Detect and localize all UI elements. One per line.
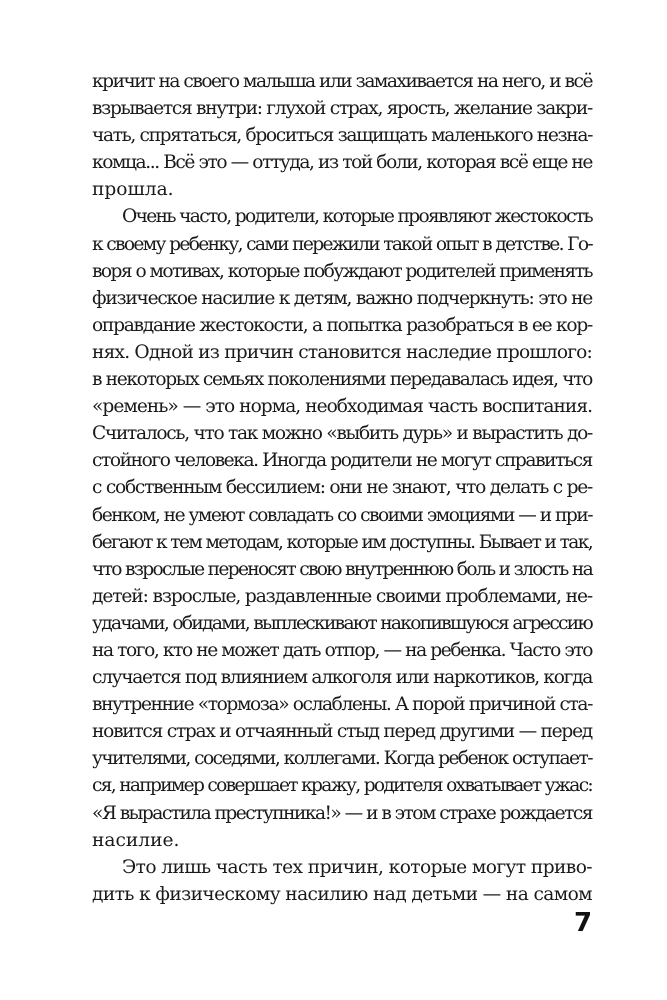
text-line: «Я вырастила преступника!» — и в этом страхе рождается xyxy=(92,802,592,824)
paragraph-1 xyxy=(92,68,592,203)
text-line: к своему ребенку, сами пережили такой опыт в детстве. Го- xyxy=(92,233,592,255)
text-line: удачами, обидами, выплескивают накопившуюся агрессию xyxy=(92,612,593,634)
text-line: насилие. xyxy=(92,829,180,851)
text-line: Очень часто, родители, которые проявляют жестокость xyxy=(122,206,592,228)
text-line: с собственным бессилием: они не знают, что делать с ре- xyxy=(92,477,593,499)
paragraph-2 xyxy=(92,203,592,853)
text-line: стойного человека. Иногда родители не могут справиться xyxy=(92,450,592,472)
text-line: нях. Одной из причин становится наследие прошлого: xyxy=(92,341,593,363)
text-line: учителями, соседями, коллегами. Когда ребенок оступает- xyxy=(92,748,592,770)
text-line: новится страх и отчаянный стыд перед другими — перед xyxy=(92,721,592,743)
page-body xyxy=(92,68,592,908)
text-line: воря о мотивах, которые побуждают родителей применять xyxy=(92,260,592,282)
text-line: оправдание жестокости, а попытка разобраться в ее кор- xyxy=(92,314,592,336)
text-line: чать, спрятаться, броситься защищать маленького незна- xyxy=(92,125,593,147)
text-line: детей: взрослые, раздавленные своими проблемами, не- xyxy=(92,585,593,607)
text-line: бегают к тем методам, которые им доступны. Бывает и так, xyxy=(92,531,592,553)
text-line: «ремень» — это норма, необходимая часть воспитания. xyxy=(92,396,593,418)
text-line: на того, кто не может дать отпор, — на ребенка. Часто это xyxy=(92,639,592,661)
text-line: что взрослые переносят свою внутреннюю боль и злость на xyxy=(92,558,593,580)
text-line: ся, например совершает кражу, родителя охватывает ужас: xyxy=(92,775,592,797)
text-line: физическое насилие к детям, важно подчеркнуть: это не xyxy=(92,287,592,309)
page-number: 7 xyxy=(574,908,593,938)
text-line: комца... Всё это — оттуда, из той боли, которая всё еще не xyxy=(92,152,592,174)
text-line: Это лишь часть тех причин, которые могут приво- xyxy=(122,856,592,878)
text-line: в некоторых семьях поколениями передавалась идея, что xyxy=(92,369,592,391)
text-line: Считалось, что так можно «выбить дурь» и вырастить до- xyxy=(92,423,592,445)
text-line: внутренние «тормоза» ослаблены. А порой причиной ста- xyxy=(92,694,592,716)
text-line: взрывается внутри: глухой страх, ярость, желание закри- xyxy=(92,98,593,120)
text-line: дить к физическому насилию над детьми — на самом xyxy=(92,883,593,905)
text-line: прошла. xyxy=(92,179,174,201)
text-line: бенком, не умеют совладать со своими эмоциями — и при- xyxy=(92,504,593,526)
text-line: кричит на своего малыша или замахивается на него, и всё xyxy=(92,71,593,92)
paragraph-3 xyxy=(92,854,592,908)
text-line: случается под влиянием алкоголя или наркотиков, когда xyxy=(92,667,592,689)
